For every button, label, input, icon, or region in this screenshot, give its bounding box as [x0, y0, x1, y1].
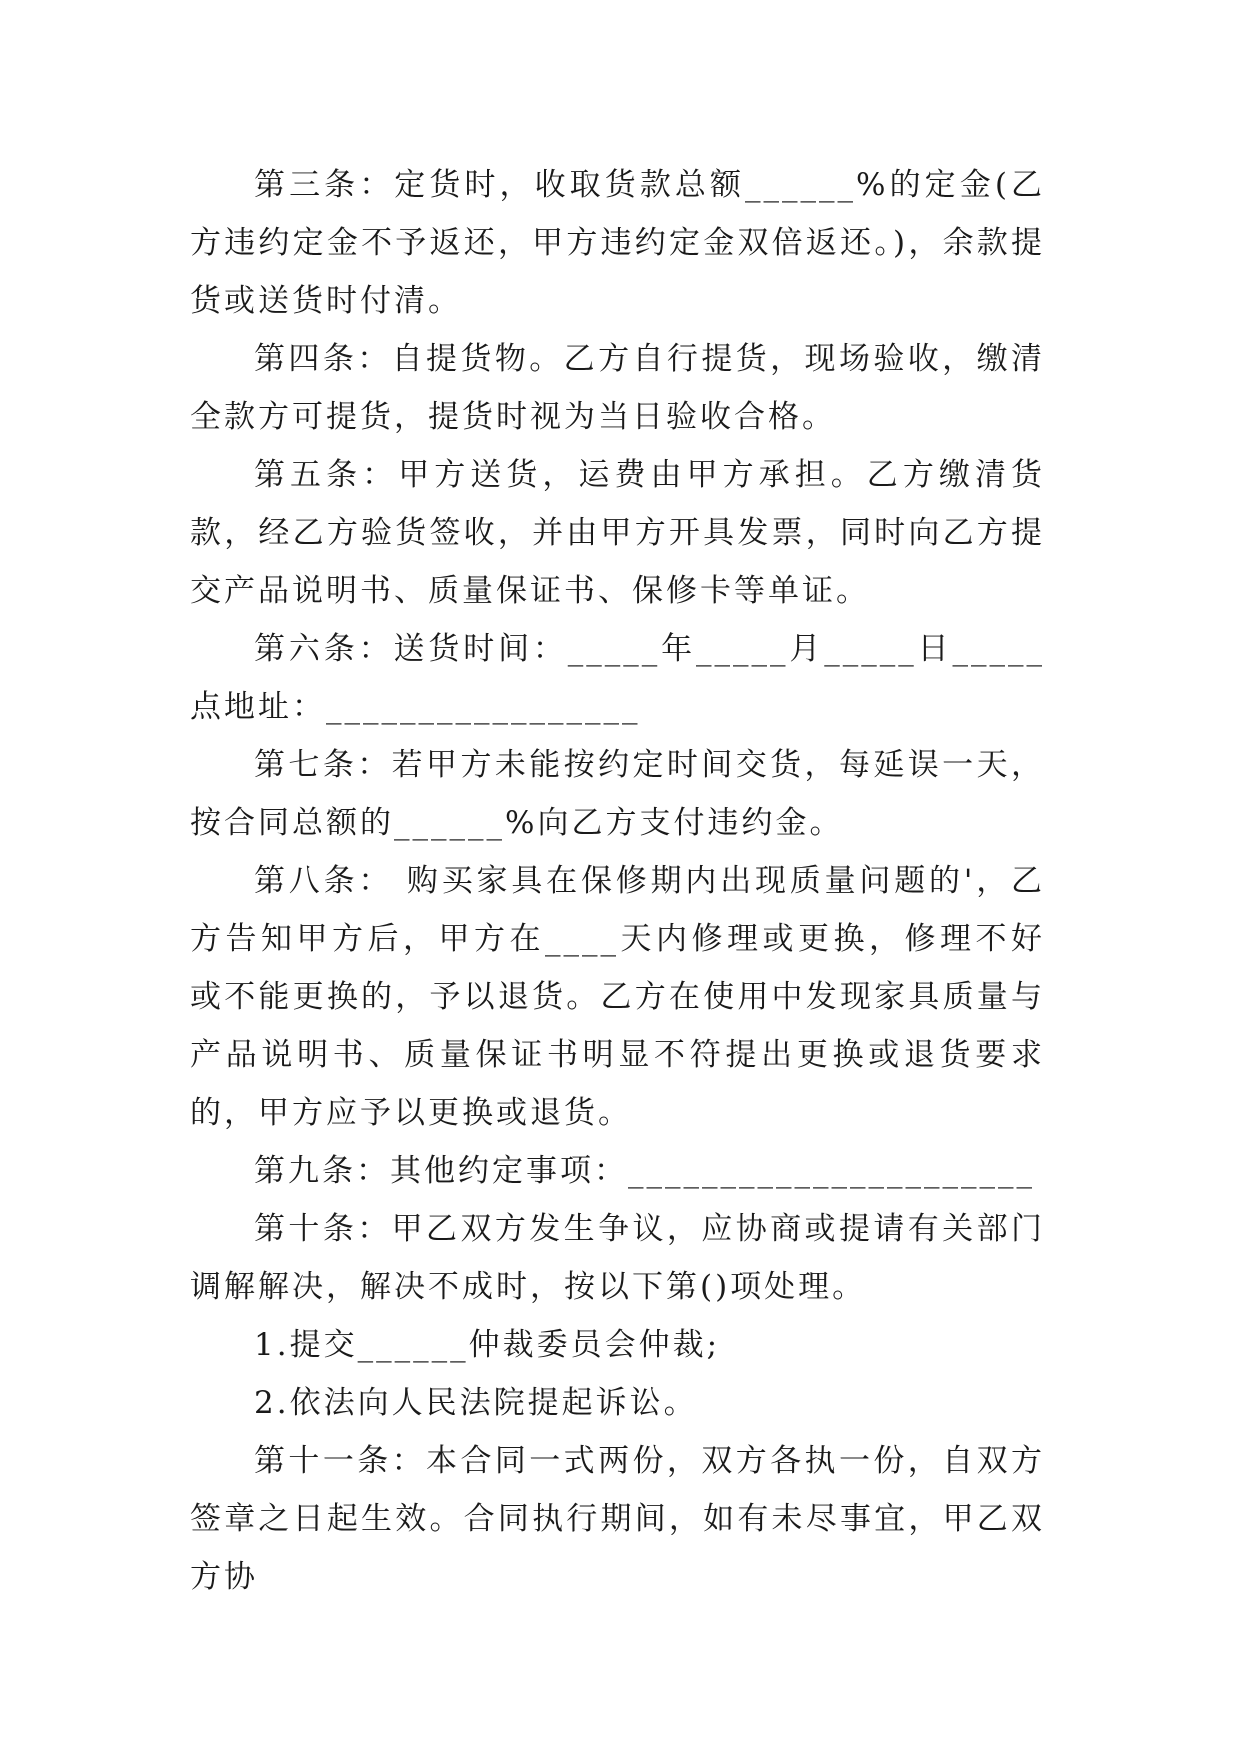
clause-11-paragraph: 第十一条：本合同一式两份，双方各执一份，自双方签章之日起生效。合同执行期间，如有未尽事宜，甲乙双方协	[190, 1443, 1045, 1595]
clause-5-paragraph: 第五条：甲方送货，运费由甲方承担。乙方缴清货款，经乙方验货签收，并由甲方开具发票，同时向乙方提交产品说明书、质量保证书、保修卡等单证。	[190, 457, 1045, 609]
clause-7-paragraph: 第七条：若甲方未能按约定时间交货，每延误一天，按合同总额的______%向乙方支付违约金。	[190, 747, 1045, 841]
clause-3-paragraph: 第三条：定货时，收取货款总额______%的定金(乙方违约定金不予返还，甲方违约定金双倍返还。)，余款提货或送货时付清。	[190, 167, 1045, 319]
contract-body	[190, 156, 1045, 1606]
clause-8-paragraph: 第八条： 购买家具在保修期内出现质量问题的'，乙方告知甲方后，甲方在____天内修理或更换，修理不好或不能更换的，予以退货。乙方在使用中发现家具质量与产品说明书、质量保证书明显不符提出更换或退货要求的，甲方应予以更换或退货。	[190, 863, 1045, 1131]
clause-10-paragraph: 第十条：甲乙双方发生争议，应协商或提请有关部门调解解决，解决不成时，按以下第()项处理。	[190, 1211, 1045, 1305]
clause-6-paragraph: 第六条：送货时间：_____年_____月_____日_____点地址：_________________	[190, 631, 1045, 725]
clause-4-paragraph: 第四条：自提货物。乙方自行提货，现场验收，缴清全款方可提货，提货时视为当日验收合格。	[190, 341, 1045, 435]
clause-10-option-2: 2.依法向人民法院提起诉讼。	[254, 1385, 698, 1421]
clause-10-option-1: 1.提交______仲裁委员会仲裁;	[254, 1327, 721, 1363]
clause-9-paragraph: 第九条：其他约定事项：______________________	[254, 1153, 1035, 1189]
